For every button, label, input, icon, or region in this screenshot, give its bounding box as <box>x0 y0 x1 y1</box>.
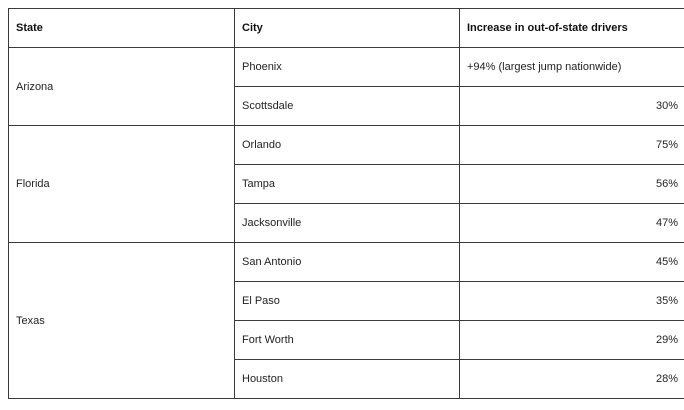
city-cell: Houston <box>235 360 460 399</box>
increase-cell: +94% (largest jump nationwide) <box>460 48 684 87</box>
state-cell-texas: Texas <box>9 243 235 399</box>
increase-cell: 75% <box>460 126 684 165</box>
table-row <box>9 48 684 87</box>
city-cell: Phoenix <box>235 48 460 87</box>
header-state: State <box>9 9 235 48</box>
state-cell-florida: Florida <box>9 126 235 243</box>
increase-cell: 29% <box>460 321 684 360</box>
table-row <box>9 126 684 165</box>
header-city: City <box>235 9 460 48</box>
increase-cell: 47% <box>460 204 684 243</box>
city-cell: Orlando <box>235 126 460 165</box>
city-cell: Tampa <box>235 165 460 204</box>
increase-cell: 45% <box>460 243 684 282</box>
drivers-table <box>8 8 684 399</box>
table-row <box>9 243 684 282</box>
header-increase: Increase in out-of-state drivers <box>460 9 684 48</box>
increase-cell: 28% <box>460 360 684 399</box>
state-cell-arizona: Arizona <box>9 48 235 126</box>
increase-cell: 30% <box>460 87 684 126</box>
city-cell: El Paso <box>235 282 460 321</box>
increase-cell: 35% <box>460 282 684 321</box>
city-cell: Scottsdale <box>235 87 460 126</box>
city-cell: Fort Worth <box>235 321 460 360</box>
city-cell: Jacksonville <box>235 204 460 243</box>
city-cell: San Antonio <box>235 243 460 282</box>
increase-cell: 56% <box>460 165 684 204</box>
header-row <box>9 9 684 48</box>
